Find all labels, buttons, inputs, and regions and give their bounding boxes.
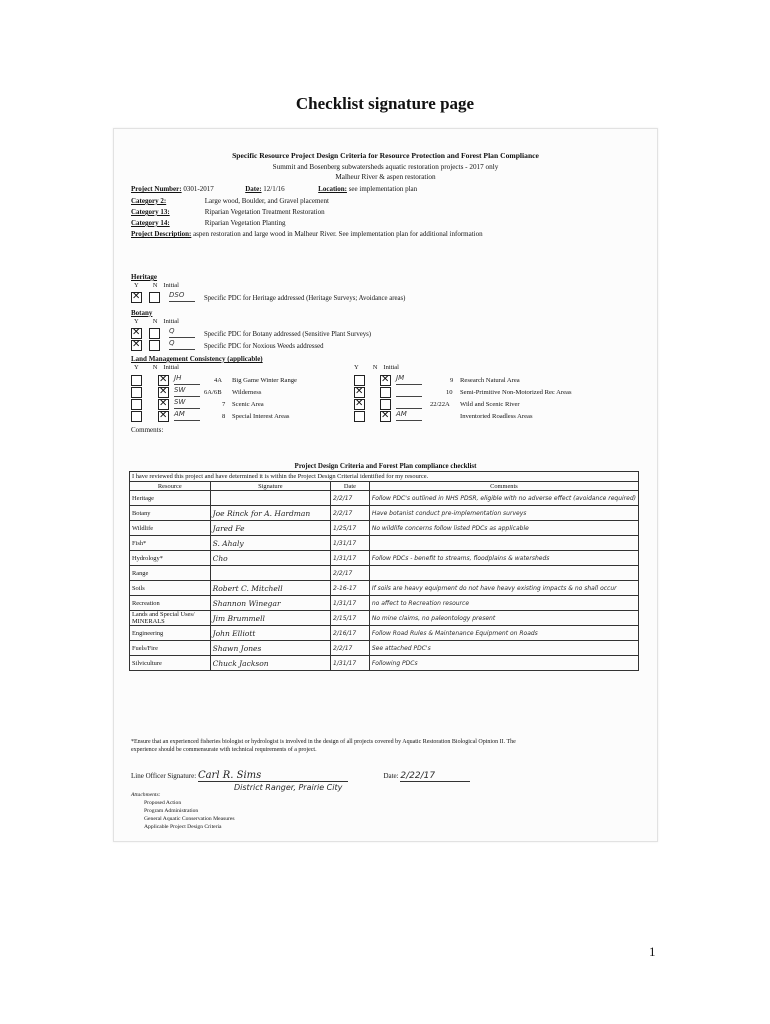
comment-cell: no affect to Recreation resource [369, 596, 638, 611]
botany-no-checkbox [149, 328, 160, 339]
footnote: *Ensure that an experienced fisheries biologist or hydrologist is involved in the design of all projects covered by Aquatic Restoration Biological Opinion II. The [131, 739, 516, 745]
category-value: Large wood, Boulder, and Gravel placement [204, 197, 329, 205]
form-subheading: Summit and Bosenberg subwatersheds aquatic restoration projects - 2017 only [272, 163, 499, 171]
initial [396, 386, 422, 397]
yn-header: Y N Initial [134, 364, 179, 371]
comment-cell: See attached PDC's [369, 641, 638, 656]
initial: Q [169, 339, 195, 350]
lm-no-checkbox [158, 399, 169, 410]
line-officer-title: District Ranger, Prairie City [234, 783, 343, 792]
line-officer-signature: Carl R. Sims [198, 770, 348, 782]
date-label: Date: [245, 185, 262, 193]
resource-cell: Silviculture [130, 656, 211, 671]
lm-yes-checkbox [354, 399, 365, 410]
project-number: 0301-2017 [183, 185, 214, 193]
checklist-note-row [130, 472, 639, 482]
lm-no-checkbox [158, 387, 169, 398]
table-row [130, 551, 639, 566]
signature-cell: Shawn Jones [210, 641, 330, 656]
resource-cell: Botany [130, 506, 211, 521]
lm-text: Scenic Area [232, 401, 264, 408]
lm-yes-checkbox [354, 375, 365, 386]
lm-text: Inventoried Roadless Areas [460, 413, 533, 420]
category-label: Category 14: [131, 219, 170, 227]
location-value: see implementation plan [348, 185, 418, 193]
table-header-row [130, 482, 639, 491]
form-location-line: Malheur River & aspen restoration [335, 173, 436, 181]
signature-cell: Jared Fe [210, 521, 330, 536]
table-row [130, 656, 639, 671]
heritage-yes-checkbox [131, 292, 142, 303]
page-number: 1 [649, 944, 656, 959]
yn-header: Y N Initial [354, 364, 399, 371]
footnote: experience should be commensurate with technical requirements of a project. [131, 747, 317, 753]
lm-text: Wilderness [232, 389, 262, 396]
comment-cell: No mine claims, no paleontology present [369, 611, 638, 626]
line-officer-date: 2/22/17 [400, 771, 470, 782]
date-cell: 1/31/17 [331, 596, 370, 611]
comment-cell: If soils are heavy equipment do not have heavy existing impacts & no shall occur [369, 581, 638, 596]
page-title: Checklist signature page [295, 94, 475, 113]
checklist-note: I have reviewed this project and have determined it is within the Project Design Criterial identified for my resource. [130, 472, 639, 482]
description-value: aspen restoration and large wood in Malheur River. See implementation plan for additional information [193, 230, 483, 238]
lm-yes-checkbox [131, 399, 142, 410]
heritage-no-checkbox [149, 292, 160, 303]
comment-cell: Have botanist conduct pre-implementation surveys [369, 506, 638, 521]
table-row [130, 506, 639, 521]
form-heading: Specific Resource Project Design Criteria for Resource Protection and Forest Plan Compliance [232, 151, 539, 160]
initial: JM [396, 374, 422, 385]
lm-text: Wild and Scenic River [460, 401, 520, 408]
attachment-item: Applicable Project Design Criteria [144, 824, 222, 830]
column-header: Signature [210, 482, 330, 491]
column-header: Comments [369, 482, 638, 491]
category-value: Riparian Vegetation Treatment Restoration [204, 208, 325, 216]
lm-no-checkbox [158, 411, 169, 422]
initial: Q [169, 327, 195, 338]
resource-cell: Fuels/Fire [130, 641, 211, 656]
table-row [130, 491, 639, 506]
resource-cell: Wildlife [130, 521, 211, 536]
heritage-pdc: Specific PDC for Heritage addressed (Heritage Surveys; Avoidance areas) [204, 295, 406, 302]
table-row [130, 626, 639, 641]
botany-title: Botany [131, 309, 153, 317]
location-label: Location: [318, 185, 347, 193]
land-mgmt-title: Land Management Consistency (applicable) [131, 355, 263, 363]
date-cell: 1/25/17 [331, 521, 370, 536]
comment-cell: Follow PDCs - benefit to streams, floodplains & watersheds [369, 551, 638, 566]
resource-cell: Heritage [130, 491, 211, 506]
date-cell: 2/16/17 [331, 626, 370, 641]
weeds-pdc: Specific PDC for Noxious Weeds addressed [204, 343, 324, 350]
initial: JH [174, 374, 200, 385]
comment-cell: Following PDCs [369, 656, 638, 671]
resource-cell: Recreation [130, 596, 211, 611]
lm-yes-checkbox [131, 375, 142, 386]
table-row [130, 566, 639, 581]
lm-text: Semi-Primitive Non-Motorized Rec Areas [460, 389, 572, 396]
lm-text: Research Natural Area [460, 377, 520, 384]
scanned-form [113, 128, 658, 842]
comment-cell: Follow PDC's outlined in NHS PDSR, eligible with no adverse effect (avoidance required) [369, 491, 638, 506]
description-label: Project Description: [131, 230, 192, 238]
date-cell: 2/2/17 [331, 641, 370, 656]
initial: AM [396, 410, 422, 421]
category-row [131, 219, 286, 227]
lm-code: 10 [446, 389, 453, 396]
heritage-title: Heritage [131, 273, 158, 281]
resource-cell: Fish* [130, 536, 211, 551]
date-cell: 2/2/17 [331, 491, 370, 506]
resource-cell: Hydrology* [130, 551, 211, 566]
table-row [130, 521, 639, 536]
date-cell: 2/2/17 [331, 566, 370, 581]
lm-code: 6A/6B [204, 389, 222, 396]
lm-no-checkbox [380, 399, 391, 410]
category-value: Riparian Vegetation Planting [204, 219, 286, 227]
initial: AM [174, 410, 200, 421]
category-label: Category 2: [131, 197, 167, 205]
initial: SW [174, 386, 200, 397]
comment-cell: Follow Road Rules & Maintenance Equipment on Roads [369, 626, 638, 641]
table-row [130, 536, 639, 551]
weeds-yes-checkbox [131, 340, 142, 351]
resource-cell: Lands and Special Uses/ MINERALS [130, 611, 211, 626]
date-cell: 2/15/17 [331, 611, 370, 626]
yn-header: Y N Initial [134, 318, 179, 325]
attachment-item: Program Administration [144, 808, 199, 814]
checklist-title: Project Design Criteria and Forest Plan compliance checklist [294, 462, 477, 470]
line-officer-date-label: Date: [383, 772, 399, 780]
date-cell: 2-16-17 [331, 581, 370, 596]
project-number-label: Project Number: [131, 185, 182, 193]
comment-cell [369, 566, 638, 581]
signature-cell: Jim Brummell [210, 611, 330, 626]
lm-yes-checkbox [131, 387, 142, 398]
comment-cell: No wildlife concerns follow listed PDCs as applicable [369, 521, 638, 536]
signature-cell [210, 566, 330, 581]
lm-yes-checkbox [354, 387, 365, 398]
column-header: Resource [130, 482, 211, 491]
table-row [130, 581, 639, 596]
botany-yes-checkbox [131, 328, 142, 339]
lm-yes-checkbox [131, 411, 142, 422]
attachment-item: Proposed Action [144, 800, 182, 806]
description-row [131, 230, 483, 238]
lm-no-checkbox [380, 411, 391, 422]
lm-text: Big Game Winter Range [232, 377, 297, 384]
lm-no-checkbox [380, 387, 391, 398]
signature-cell: S. Ahaly [210, 536, 330, 551]
lm-text: Special Interest Areas [232, 413, 290, 420]
signature-cell: Shannon Winegar [210, 596, 330, 611]
line-officer-label: Line Officer Signature: [131, 772, 197, 780]
resource-cell: Engineering [130, 626, 211, 641]
signature-cell: Joe Rinck for A. Hardman [210, 506, 330, 521]
initial [396, 398, 422, 409]
comment-cell [369, 536, 638, 551]
column-header: Date [331, 482, 370, 491]
initial: SW [174, 398, 200, 409]
date-cell: 1/31/17 [331, 551, 370, 566]
table-row [130, 596, 639, 611]
botany-pdc: Specific PDC for Botany addressed (Sensitive Plant Surveys) [204, 331, 372, 338]
lm-yes-checkbox [354, 411, 365, 422]
initial: DSO [169, 291, 195, 302]
attachment-item: General Aquatic Conservation Measures [144, 816, 235, 822]
yn-header: Y N Initial [134, 282, 179, 289]
date-cell: 1/31/17 [331, 656, 370, 671]
weeds-no-checkbox [149, 340, 160, 351]
lm-no-checkbox [158, 375, 169, 386]
date-cell: 1/31/17 [331, 536, 370, 551]
date-cell: 2/2/17 [331, 506, 370, 521]
lm-code: 22/22A [430, 401, 450, 408]
category-row [131, 197, 329, 205]
category-label: Category 13: [131, 208, 170, 216]
project-number-row [131, 185, 417, 193]
signature-cell [210, 491, 330, 506]
form-date: 12/1/16 [263, 185, 285, 193]
table-row [130, 641, 639, 656]
attachments-label: Attachments: [131, 792, 161, 798]
signature-cell: John Elliott [210, 626, 330, 641]
resource-cell: Range [130, 566, 211, 581]
lm-code: 9 [450, 377, 454, 384]
lm-code: 4A [214, 377, 223, 384]
signature-cell: Chuck Jackson [210, 656, 330, 671]
checklist-table [129, 471, 639, 671]
table-row [130, 611, 639, 626]
lm-no-checkbox [380, 375, 391, 386]
signature-cell: Robert C. Mitchell [210, 581, 330, 596]
resource-cell: Soils [130, 581, 211, 596]
category-row [131, 208, 325, 216]
lm-code: 7 [222, 401, 226, 408]
signature-cell: Cho [210, 551, 330, 566]
comments-label: Comments: [131, 426, 164, 434]
line-officer-row [131, 770, 470, 782]
lm-code: 8 [222, 413, 226, 420]
